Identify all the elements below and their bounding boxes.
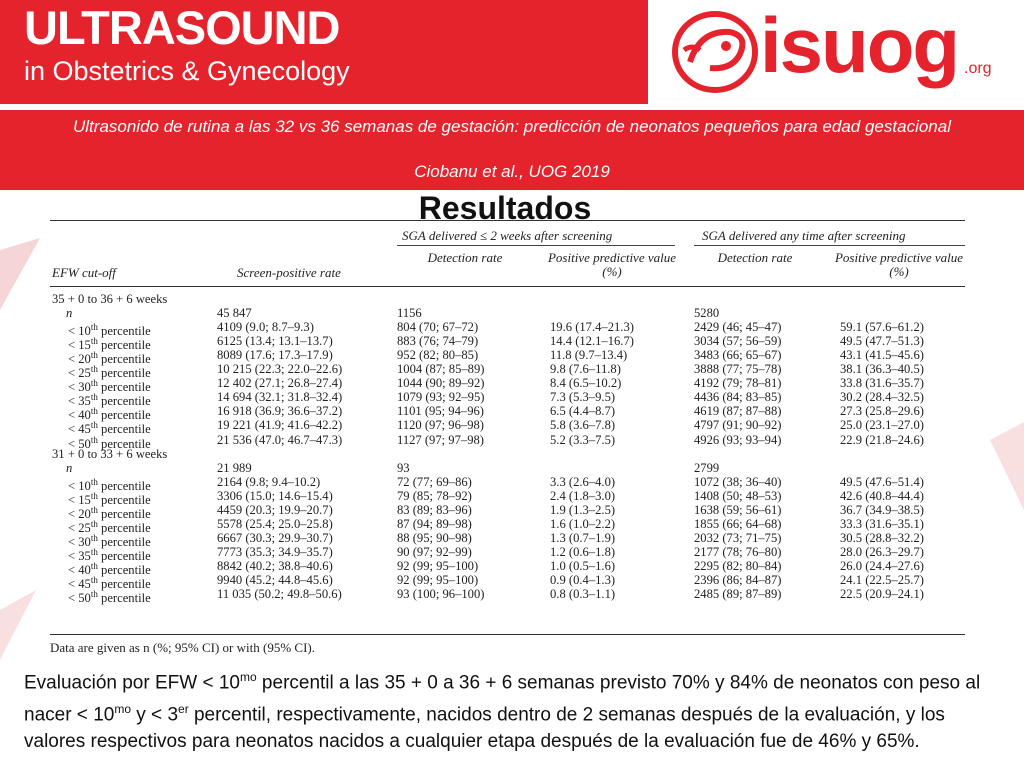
table-n-cell: 45 847	[217, 306, 252, 321]
summary-paragraph: Evaluación por EFW < $10^{mo}$ percentil a las 35 + 0 a 36 + 6 semanas previsto 70% y 84% de neonatos con peso al nacer < $10^{mo}$ y < 3er percentil, respectivamente, nacidos dentro de 2 semanas después de la evaluación, y los valores respectivos para neonatos nacidos a cualquier etapa después de la evaluación fue de 46% y 65%.	[24, 670, 981, 752]
table-cell: 38.1 (36.3–40.5)	[840, 362, 924, 377]
table-cell: 27.3 (25.8–29.6)	[840, 404, 924, 419]
table-cell: 4926 (93; 93–94)	[694, 432, 782, 447]
table-cell: < 20th percentile	[68, 350, 151, 367]
table-cell: 4436 (84; 83–85)	[694, 390, 782, 405]
table-cell: 93 (100; 96–100)	[397, 587, 485, 602]
table-cell: 14.4 (12.1–16.7)	[550, 334, 634, 349]
table-cell: 2396 (86; 84–87)	[694, 573, 782, 587]
table-cell: 2164 (9.8; 9.4–10.2)	[217, 474, 321, 489]
table-cell: 5.2 (3.3–7.5)	[550, 432, 616, 447]
table-cell: 28.0 (26.3–29.7)	[840, 544, 924, 559]
table-cell: 24.1 (22.5–25.7)	[840, 573, 924, 587]
table-cell: 2.4 (1.8–3.0)	[550, 488, 616, 503]
section-title: Resultados	[418, 190, 592, 226]
table-cell: 90 (97; 92–99)	[397, 544, 472, 559]
table-cell: 42.6 (40.8–44.4)	[840, 488, 924, 503]
table-cell: 6667 (30.3; 29.9–30.7)	[217, 530, 333, 545]
table-cell: 92 (99; 95–100)	[397, 573, 479, 587]
table-cell: 30.5 (28.8–32.2)	[840, 530, 924, 545]
table-cell: 8842 (40.2; 38.8–40.6)	[217, 558, 333, 573]
table-cell: 49.5 (47.7–51.3)	[840, 334, 924, 349]
table-cell: 883 (76; 74–79)	[397, 334, 479, 349]
article-banner	[0, 110, 1024, 190]
table-cell: 7.3 (5.3–9.5)	[550, 390, 616, 405]
table-cell: 12 402 (27.1; 26.8–27.4)	[217, 376, 343, 391]
table-cell: 952 (82; 80–85)	[397, 348, 479, 363]
table-cell: 0.8 (0.3–1.1)	[550, 587, 616, 602]
table-n-cell: 2799	[694, 460, 720, 475]
table-cell: 25.0 (23.1–27.0)	[840, 418, 924, 433]
journal-title: ULTRASOUND	[24, 1, 340, 54]
table-cell: < 10th percentile	[68, 476, 151, 493]
col-header-ppv-2: Positive predictive value (%)	[834, 250, 964, 279]
table-cell: 1044 (90; 89–92)	[397, 376, 485, 391]
table-cell: < 10th percentile	[68, 322, 151, 339]
table-cell: 22.9 (21.8–24.6)	[840, 432, 924, 447]
table-cell: 2295 (82; 80–84)	[694, 558, 782, 573]
table-cell: < 25th percentile	[68, 518, 151, 535]
section-label: 31 + 0 to 33 + 6 weeks	[52, 446, 168, 461]
table-cell: 1.0 (0.5–1.6)	[550, 558, 616, 573]
table-cell: 9940 (45.2; 44.8–45.6)	[217, 573, 333, 587]
table-cell: < 30th percentile	[68, 378, 151, 395]
col-header-screen-positive: Screen-positive rate	[237, 265, 341, 280]
table-cell: 14 694 (32.1; 31.8–32.4)	[217, 390, 343, 405]
table-cell: 6125 (13.4; 13.1–13.7)	[217, 334, 333, 349]
article-citation: Ciobanu et al., UOG 2019	[414, 162, 610, 181]
table-cell: < 15th percentile	[68, 490, 151, 507]
table-cell: 33.8 (31.6–35.7)	[840, 376, 924, 391]
table-n-cell: 93	[397, 460, 410, 475]
table-cell: 1072 (38; 36–40)	[694, 474, 782, 489]
table-cell: 3483 (66; 65–67)	[694, 348, 782, 363]
table-cell: 3306 (15.0; 14.6–15.4)	[217, 488, 333, 503]
table-cell: 11 035 (50.2; 49.8–50.6)	[217, 587, 342, 602]
table-cell: < 50th percentile	[68, 434, 151, 451]
table-cell: 6.5 (4.4–8.7)	[550, 404, 616, 419]
table-footnote: Data are given as n (%; 95% CI) or with (95% CI).	[50, 640, 315, 655]
table-cell: < 15th percentile	[68, 336, 151, 353]
table-cell: 19.6 (17.4–21.3)	[550, 320, 634, 335]
table-header-rule	[50, 286, 965, 287]
table-cell: < 50th percentile	[68, 589, 151, 606]
table-top-rule	[50, 220, 965, 221]
group-rule-left	[397, 245, 675, 246]
table-cell: 1079 (93; 92–95)	[397, 390, 485, 405]
table-cell: 30.2 (28.4–32.5)	[840, 390, 924, 405]
table-cell: 2429 (46; 45–47)	[694, 320, 782, 335]
table-cell: 33.3 (31.6–35.1)	[840, 516, 924, 531]
table-cell: 9.8 (7.6–11.8)	[550, 362, 621, 377]
table-cell: 43.1 (41.5–45.6)	[840, 348, 924, 363]
table-cell: 92 (99; 95–100)	[397, 558, 479, 573]
table-cell: 4192 (79; 78–81)	[694, 376, 782, 391]
group-header-right: SGA delivered any time after screening	[702, 228, 906, 243]
table-cell: < 40th percentile	[68, 406, 151, 423]
table-cell: 2032 (73; 71–75)	[694, 530, 782, 545]
table-cell: 10 215 (22.3; 22.0–22.6)	[217, 362, 343, 377]
table-cell: < 45th percentile	[68, 575, 151, 592]
table-cell: 1.6 (1.0–2.2)	[550, 516, 616, 531]
table-cell: 2177 (78; 76–80)	[694, 544, 782, 559]
table-cell: 1.9 (1.3–2.5)	[550, 502, 616, 517]
table-cell: 8089 (17.6; 17.3–17.9)	[217, 348, 333, 363]
table-cell: 1127 (97; 97–98)	[397, 432, 484, 447]
table-cell: 22.5 (20.9–24.1)	[840, 587, 924, 602]
table-cell: < 40th percentile	[68, 560, 151, 578]
table-cell: 1408 (50; 48–53)	[694, 488, 782, 503]
table-cell: 72 (77; 69–86)	[397, 474, 472, 489]
table-n-cell: 21 989	[217, 460, 252, 475]
table-cell: 8.4 (6.5–10.2)	[550, 376, 622, 391]
table-cell: < 35th percentile	[68, 392, 151, 409]
table-cell: < 30th percentile	[68, 532, 151, 550]
table-cell: 3.3 (2.6–4.0)	[550, 474, 616, 489]
table-cell: < 20th percentile	[68, 504, 151, 521]
table-cell: 0.9 (0.4–1.3)	[550, 573, 616, 587]
table-n-cell: 1156	[397, 306, 422, 321]
table-cell: 16 918 (36.9; 36.6–37.2)	[217, 404, 343, 419]
table-cell: 79 (85; 78–92)	[397, 488, 472, 503]
table-cell: < 25th percentile	[68, 364, 151, 381]
table-cell: 5578 (25.4; 25.0–25.8)	[217, 516, 333, 531]
isuog-logo[interactable]	[648, 0, 1024, 104]
table-n-cell: n	[66, 306, 73, 321]
table-cell: 1638 (59; 56–61)	[694, 502, 782, 517]
table-cell: 19 221 (41.9; 41.6–42.2)	[217, 418, 343, 433]
col-header-detection-2: Detection rate	[717, 250, 793, 265]
table-cell: 87 (94; 89–98)	[397, 516, 472, 531]
table-cell: 49.5 (47.6–51.4)	[840, 474, 924, 489]
table-n-cell: 5280	[694, 306, 720, 321]
table-cell: 1120 (97; 96–98)	[397, 418, 484, 433]
group-rule-right	[694, 245, 965, 246]
table-cell: 3034 (57; 56–59)	[694, 334, 782, 349]
table-cell: 1.3 (0.7–1.9)	[550, 530, 616, 545]
table-cell: < 45th percentile	[68, 420, 151, 437]
table-cell: 1855 (66; 64–68)	[694, 516, 782, 531]
isuog-emblem-icon	[670, 10, 760, 94]
table-cell: 88 (95; 90–98)	[397, 530, 472, 545]
col-header-detection-1: Detection rate	[427, 250, 503, 265]
table-bottom-rule	[50, 634, 965, 635]
article-title: Ultrasonido de rutina a las 32 vs 36 semanas de gestación: predicción de neonatos pequeños para edad gestacional	[73, 117, 951, 136]
journal-subtitle: in Obstetrics & Gynecology	[24, 56, 350, 86]
col-header-ppv-1: Positive predictive value (%)	[547, 250, 677, 279]
table-cell: 1004 (87; 85–89)	[397, 362, 485, 377]
table-cell: 7773 (35.3; 34.9–35.7)	[217, 544, 333, 559]
table-n-cell: n	[66, 460, 73, 475]
table-cell: 36.7 (34.9–38.5)	[840, 502, 924, 517]
isuog-wordmark: isuog	[760, 1, 958, 89]
col-header-cutoff: EFW cut-off	[52, 265, 116, 280]
group-header-left: SGA delivered ≤ 2 weeks after screening	[402, 228, 613, 243]
table-cell: 1.2 (0.6–1.8)	[550, 544, 616, 559]
table-cell: 21 536 (47.0; 46.7–47.3)	[217, 432, 343, 447]
table-cell: 83 (89; 83–96)	[397, 502, 472, 517]
table-cell: 4109 (9.0; 8.7–9.3)	[217, 320, 314, 335]
isuog-org-suffix: .org	[964, 60, 992, 77]
table-cell: 1101 (95; 94–96)	[397, 404, 484, 419]
table-cell: < 35th percentile	[68, 546, 151, 564]
journal-header	[0, 0, 1024, 104]
table-cell: 4619 (87; 87–88)	[694, 404, 782, 419]
table-cell: 2485 (89; 87–89)	[694, 587, 782, 602]
section-label: 35 + 0 to 36 + 6 weeks	[52, 292, 168, 306]
table-cell: 59.1 (57.6–61.2)	[840, 320, 924, 335]
table-cell: 4459 (20.3; 19.9–20.7)	[217, 502, 333, 517]
table-cell: 4797 (91; 90–92)	[694, 418, 782, 433]
table-cell: 11.8 (9.7–13.4)	[550, 348, 628, 363]
table-cell: 26.0 (24.4–27.6)	[840, 558, 924, 573]
table-cell: 3888 (77; 75–78)	[694, 362, 782, 377]
table-cell: 5.8 (3.6–7.8)	[550, 418, 616, 433]
table-cell: 804 (70; 67–72)	[397, 320, 479, 335]
